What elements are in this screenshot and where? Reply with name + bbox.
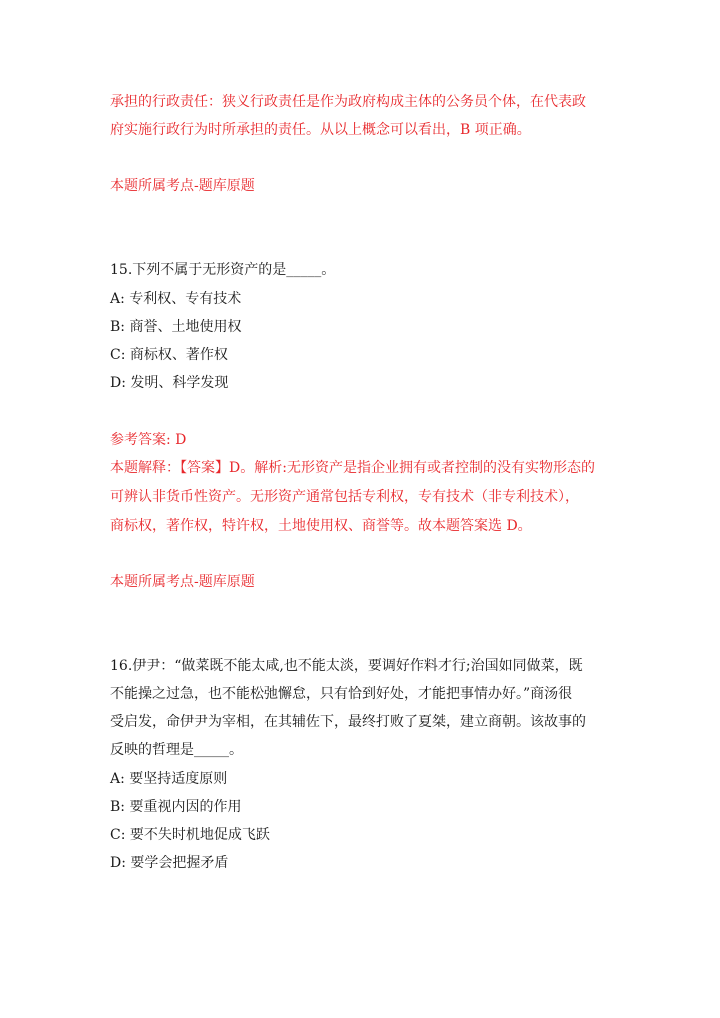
- option-d: D: 要学会把握矛盾: [110, 855, 229, 871]
- explanation-line: 本题解释：【答案】D。解析:无形资产是指企业拥有或者控制的没有实物形态的: [110, 460, 595, 476]
- question-stem: 受启发，命伊尹为宰相，在其辅佐下，最终打败了夏桀，建立商朝。该故事的: [110, 714, 586, 730]
- explanation-line: 可辨认非货币性资产。无形资产通常包括专利权，专有技术（非专利技术），: [110, 489, 579, 505]
- explanation-line: 府实施行政行为时所承担的责任。从以上概念可以看出，B 项正确。: [110, 122, 531, 138]
- explanation-line: 商标权，著作权，特许权，土地使用权、商誉等。故本题答案选 D。: [110, 518, 532, 534]
- option-c: C: 商标权、著作权: [110, 347, 228, 363]
- question-stem: 15.下列不属于无形资产的是_____。: [110, 262, 336, 278]
- option-a: A: 要坚持适度原则: [110, 771, 228, 787]
- question-stem: 不能操之过急，也不能松弛懈怠，只有恰到好处，才能把事情办好。”商汤很: [110, 686, 573, 702]
- option-c: C: 要不失时机地促成飞跃: [110, 827, 270, 843]
- option-d: D: 发明、科学发现: [110, 375, 229, 391]
- option-b: B: 商誉、土地使用权: [110, 319, 242, 335]
- source-label: 本题所属考点-题库原题: [110, 178, 255, 194]
- question-stem: 16.伊尹：“做菜既不能太咸,也不能太淡，要调好作料才行;治国如同做菜，既: [110, 658, 583, 674]
- question-stem: 反映的哲理是_____。: [110, 742, 243, 758]
- answer-label: 参考答案: D: [110, 432, 187, 448]
- option-b: B: 要重视内因的作用: [110, 799, 242, 815]
- option-a: A: 专利权、专有技术: [110, 291, 242, 307]
- explanation-line: 承担的行政责任：狭义行政责任是作为政府构成主体的公务员个体，在代表政: [110, 94, 586, 110]
- source-label: 本题所属考点-题库原题: [110, 574, 255, 590]
